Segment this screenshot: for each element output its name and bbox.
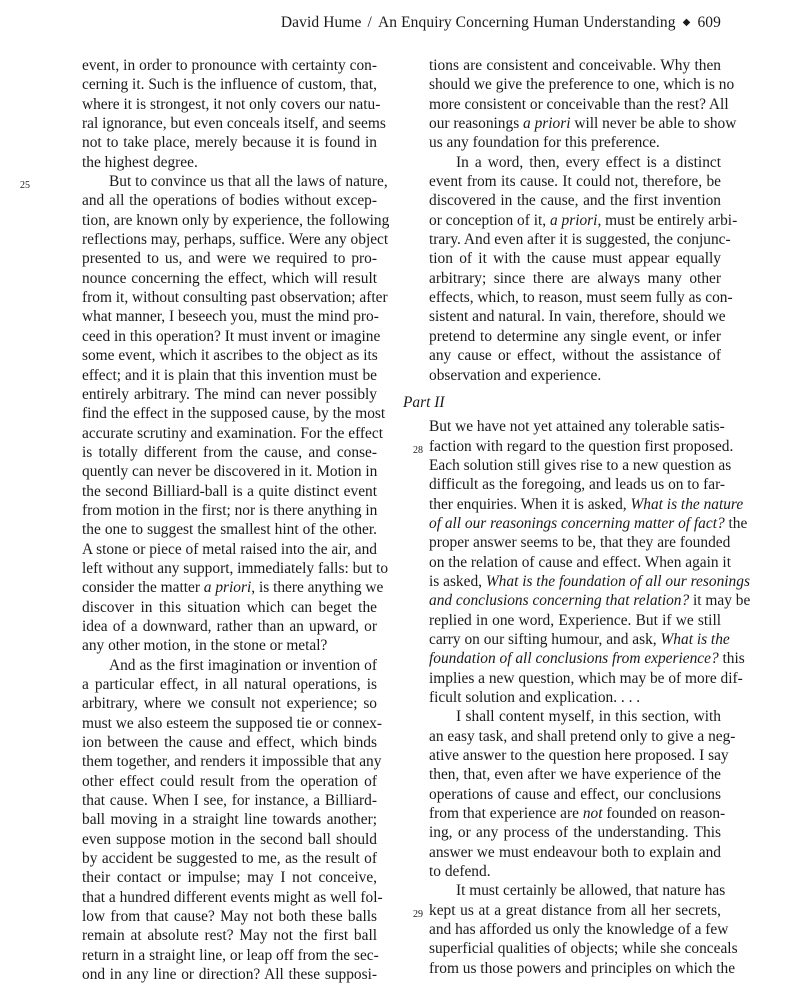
text-line (82, 888, 383, 907)
margin-line-number: 25 (20, 180, 30, 192)
text-line (82, 424, 383, 443)
text-line (429, 95, 729, 114)
line-text: reflections may, perhaps, suffice. Were any object (82, 231, 389, 249)
text-line (82, 133, 377, 152)
line-text: left without any support, immediately falls: but to (82, 559, 389, 577)
text-line (82, 965, 377, 984)
line-text: arbitrary; since there are always many other (429, 269, 721, 287)
line-text: effect; and it is plain that this invention must be (82, 366, 377, 384)
line-text: But we have not yet attained any tolerable satis- (429, 418, 725, 436)
line-text: will never be able to show (570, 115, 737, 133)
line-text: where it is strongest, it not only covers our natu- (82, 95, 381, 113)
line-text: ion between the cause and effect, which binds (82, 734, 377, 752)
line-text: more consistent or conceivable than the rest? All (429, 95, 729, 113)
text-line (429, 765, 721, 784)
italic-phrase: What is the foundation of all our resonings (485, 572, 750, 590)
line-text: any cause or effect, without the assistance of (429, 347, 721, 365)
section-heading-part-ii: Part II (403, 393, 445, 411)
line-text: implies a new question, which may be of more dif- (429, 669, 743, 687)
line-text: entirely arbitrary. The mind can never possibly (82, 385, 377, 403)
text-line (82, 617, 377, 636)
line-text: Each solution still gives rise to a new question as (429, 456, 732, 474)
text-line (429, 75, 735, 94)
italic-phrase: not (582, 805, 603, 823)
line-text: and has afforded us only the knowledge of a few (429, 921, 729, 939)
line-text: discover in this situation which can beget the (82, 598, 377, 616)
text-line (429, 133, 721, 152)
line-text: accurate scrutiny and examination. For the effect (82, 424, 383, 442)
text-line (429, 572, 750, 591)
text-line (82, 211, 390, 230)
line-text: , must be entirely arbi- (597, 211, 738, 229)
line-text: even suppose motion in the second ball should (82, 830, 377, 848)
text-line (82, 501, 377, 520)
line-text: find the effect in the supposed cause, by the most (82, 405, 386, 423)
text-line (82, 95, 381, 114)
line-text: some event, which it ascribes to the object as its (82, 347, 378, 365)
italic-phrase: a priori (549, 211, 598, 229)
text-line (429, 269, 721, 288)
text-line (429, 843, 721, 862)
text-line (429, 688, 721, 707)
margin-line-number: 28 (413, 444, 423, 456)
text-line (82, 288, 388, 307)
running-header (281, 14, 721, 32)
text-line (429, 727, 736, 746)
line-text: then, that, even after we have experience of the (429, 766, 721, 784)
text-line (429, 153, 721, 172)
line-text: sistent and natural. In vain, therefore, should we (429, 308, 726, 326)
text-line (82, 733, 377, 752)
italic-phrase: foundation of all conclusions from experience? (429, 650, 719, 668)
text-line (429, 56, 721, 75)
line-text: from motion in the first; nor is there anything in (82, 501, 378, 519)
line-text: , is there anything we (251, 579, 384, 597)
text-line (429, 327, 721, 346)
right-column-text-after-part (413, 417, 751, 978)
line-text: tions are consistent and conceivable. Why then (429, 57, 721, 74)
line-text: the (724, 514, 748, 532)
line-text: ond in any line or direction? All these supposi- (82, 966, 377, 984)
line-text: ther enquiries. When it is asked, (429, 495, 631, 513)
text-line (82, 482, 377, 501)
text-line (82, 443, 377, 462)
margin-line-number: 29 (413, 908, 423, 920)
text-line (429, 707, 721, 726)
text-line (429, 366, 721, 385)
text-line (429, 533, 731, 552)
text-line (82, 791, 377, 810)
text-line (82, 868, 377, 887)
header-separator: / (367, 14, 372, 31)
line-text: it may be (689, 592, 751, 610)
text-line (429, 823, 721, 842)
line-text: tion, are known only by experience, the following (82, 211, 390, 229)
line-text: ral ignorance, but even conceals itself, and seems (82, 115, 386, 133)
line-text: kept us at a great distance from all her secrets, (429, 901, 721, 919)
line-text: must we also esteem the supposed tie or connex- (82, 714, 383, 732)
line-text: or conception of it, (429, 211, 550, 229)
line-text: remain at absolute rest? May not the first ball (82, 927, 377, 945)
text-line (429, 862, 721, 881)
text-line (82, 598, 377, 617)
line-text: the highest degree. (82, 153, 198, 171)
line-text: is asked, (429, 572, 486, 590)
diamond-ornament-icon: ◆ (682, 17, 691, 28)
text-line (82, 559, 389, 578)
line-text: faction with regard to the question first proposed. (429, 437, 734, 455)
italic-phrase: of all our reasonings concerning matter of fact? (429, 514, 725, 532)
text-line (82, 946, 377, 965)
text-line (429, 920, 729, 939)
line-text: ing, or any process of the understanding. This (429, 824, 721, 842)
line-text: answer we must endeavour both to explain and (429, 843, 721, 861)
line-text: any other motion, in the stone or metal? (82, 637, 328, 655)
line-text: return in a straight line, or leap off from the sec- (82, 946, 379, 964)
header-author: David Hume (280, 14, 362, 31)
text-line (82, 307, 377, 326)
italic-phrase: What is the (660, 630, 730, 648)
text-line (82, 714, 383, 733)
text-line (82, 926, 377, 945)
text-line (429, 417, 725, 436)
line-text: on the relation of cause and effect. When again it (429, 553, 731, 571)
line-text: other effect could result from the operation of (82, 772, 377, 790)
line-text: trary. And even after it is suggested, the conjunc- (429, 231, 731, 249)
text-line (429, 553, 731, 572)
line-text: pretend to determine any single event, or infer (429, 327, 721, 345)
text-line (82, 830, 377, 849)
line-text: proper answer seems to be, that they are founded (429, 534, 731, 552)
line-text: their contact or impulse; may I not conceive, (82, 869, 377, 887)
text-line (82, 656, 377, 675)
line-text: this (718, 650, 745, 668)
text-line (82, 269, 377, 288)
right-column-text-before-part (429, 56, 738, 385)
text-line (82, 849, 377, 868)
line-text: carry on our sifting humour, and ask, (429, 630, 661, 648)
line-text: idea of a downward, rather than an upward, or (82, 617, 377, 635)
text-line (413, 437, 734, 456)
line-text: observation and experience. (429, 366, 602, 384)
line-text: and all the operations of bodies without excep- (82, 192, 377, 210)
line-text: from it, without consulting past observation; after (82, 289, 388, 307)
text-line (82, 230, 389, 249)
text-line (429, 211, 738, 230)
line-text: event, in order to pronounce with certainty con- (82, 57, 377, 74)
line-text: effects, which, to reason, must seem fully as con- (429, 289, 733, 307)
line-text: operations of cause and effect, our conclusions (429, 785, 721, 803)
line-text: It must certainly be allowed, that nature has (456, 882, 726, 900)
line-text: replied in one word, Experience. But if we still (429, 611, 721, 629)
text-line (413, 901, 721, 920)
text-line (82, 772, 377, 791)
text-line (429, 881, 726, 900)
text-line (82, 385, 377, 404)
text-line (429, 746, 729, 765)
text-line (82, 153, 377, 172)
line-text: ative answer to the question here proposed. I say (429, 747, 729, 765)
text-line (82, 114, 386, 133)
text-line (429, 114, 737, 133)
text-line (429, 456, 732, 475)
text-line (20, 172, 388, 192)
text-line (429, 172, 721, 191)
line-text: from that experience are (429, 805, 583, 823)
page-number: 609 (697, 14, 721, 31)
text-line (82, 578, 384, 597)
text-line (82, 249, 377, 268)
line-text: a particular effect, in all natural operations, is (82, 676, 377, 693)
text-line (429, 514, 748, 533)
line-text: the second Billiard-ball is a quite distinct event (82, 482, 377, 500)
line-text: But to convince us that all the laws of nature, (109, 173, 388, 191)
text-line (82, 810, 377, 829)
text-line (82, 346, 377, 365)
text-line (82, 520, 377, 539)
text-line (82, 694, 377, 713)
text-line (82, 56, 377, 75)
line-text: I shall content myself, in this section, with (456, 708, 721, 726)
line-text: In a word, then, every effect is a distinct (456, 153, 721, 171)
line-text: founded on reason- (602, 805, 726, 823)
line-text: event from its cause. It could not, therefore, be (429, 173, 721, 191)
line-text: an easy task, and shall pretend only to give a neg- (429, 727, 736, 745)
text-line (82, 75, 377, 94)
line-text: quently can never be discovered in it. Motion in (82, 463, 378, 481)
line-text: us any foundation for this preference. (429, 134, 660, 152)
text-line (429, 785, 721, 804)
text-line (429, 307, 726, 326)
text-line (429, 939, 738, 958)
text-line (82, 462, 377, 481)
line-text: consider the matter (82, 579, 204, 597)
text-line (429, 804, 726, 823)
text-line (429, 249, 721, 268)
text-line (429, 346, 721, 365)
text-line (82, 752, 382, 771)
text-line (82, 907, 377, 926)
text-line (429, 230, 731, 249)
line-text: A stone or piece of metal raised into the air, and (82, 540, 377, 558)
line-text: ceed in this operation? It must invent or imagine (82, 327, 381, 345)
italic-phrase: a priori (523, 115, 571, 133)
line-text: that cause. When I see, for instance, a Billiard- (82, 792, 377, 810)
line-text: difficult as the foregoing, and leads us on to far- (429, 476, 726, 494)
text-line (429, 191, 721, 210)
line-text: superficial qualities of objects; while she conceals (429, 940, 738, 958)
text-line (429, 959, 736, 978)
line-text: what manner, I beseech you, must the mind pro- (82, 308, 379, 326)
text-line (82, 404, 386, 423)
line-text: to defend. (429, 863, 491, 881)
left-column (20, 56, 390, 985)
text-line (82, 540, 377, 559)
text-line (82, 366, 377, 385)
line-text: that a hundred different events might as well fol- (82, 888, 383, 906)
text-line (429, 649, 745, 668)
line-text: not to take place, merely because it is found in (82, 134, 377, 152)
text-line (82, 636, 377, 655)
line-text: ball moving in a straight line towards another; (82, 811, 377, 829)
line-text: should we give the preference to one, which is no (429, 76, 735, 94)
line-text: arbitrary, where we consult not experience; so (82, 695, 377, 713)
header-title: An Enquiry Concerning Human Understanding (377, 14, 676, 31)
text-line (429, 591, 751, 610)
line-text: low from that cause? May not both these balls (82, 908, 377, 926)
italic-phrase: a priori (203, 579, 252, 597)
text-line (429, 669, 743, 688)
text-line (429, 611, 721, 630)
line-text: ficult solution and explication. . . . (429, 689, 641, 706)
right-column (403, 56, 751, 978)
text-line (82, 327, 381, 346)
line-text: nounce concerning the effect, which will result (82, 269, 377, 287)
line-text: the one to suggest the smallest hint of the other. (82, 521, 377, 539)
line-text: presented to us, and were we required to pro- (82, 250, 377, 268)
text-line (429, 288, 733, 307)
text-line (429, 475, 726, 494)
line-text: cerning it. Such is the influence of custom, that, (82, 76, 377, 94)
text-line (82, 191, 377, 210)
line-text: And as the first imagination or invention of (109, 656, 377, 674)
text-line (429, 495, 744, 514)
text-line (82, 675, 377, 694)
italic-phrase: and conclusions concerning that relation? (429, 592, 690, 610)
line-text: our reasonings (429, 115, 524, 133)
line-text: is totally different from the cause, and conse- (82, 443, 377, 461)
text-line (429, 630, 730, 649)
line-text: them together, and renders it impossible that any (82, 753, 382, 771)
italic-phrase: What is the nature (630, 495, 744, 513)
line-text: discovered in the cause, and the first invention (429, 192, 721, 210)
line-text: by accident be suggested to me, as the result of (82, 850, 377, 868)
line-text: from us those powers and principles on which the (429, 959, 736, 977)
line-text: tion of it with the cause must appear equally (429, 250, 721, 268)
